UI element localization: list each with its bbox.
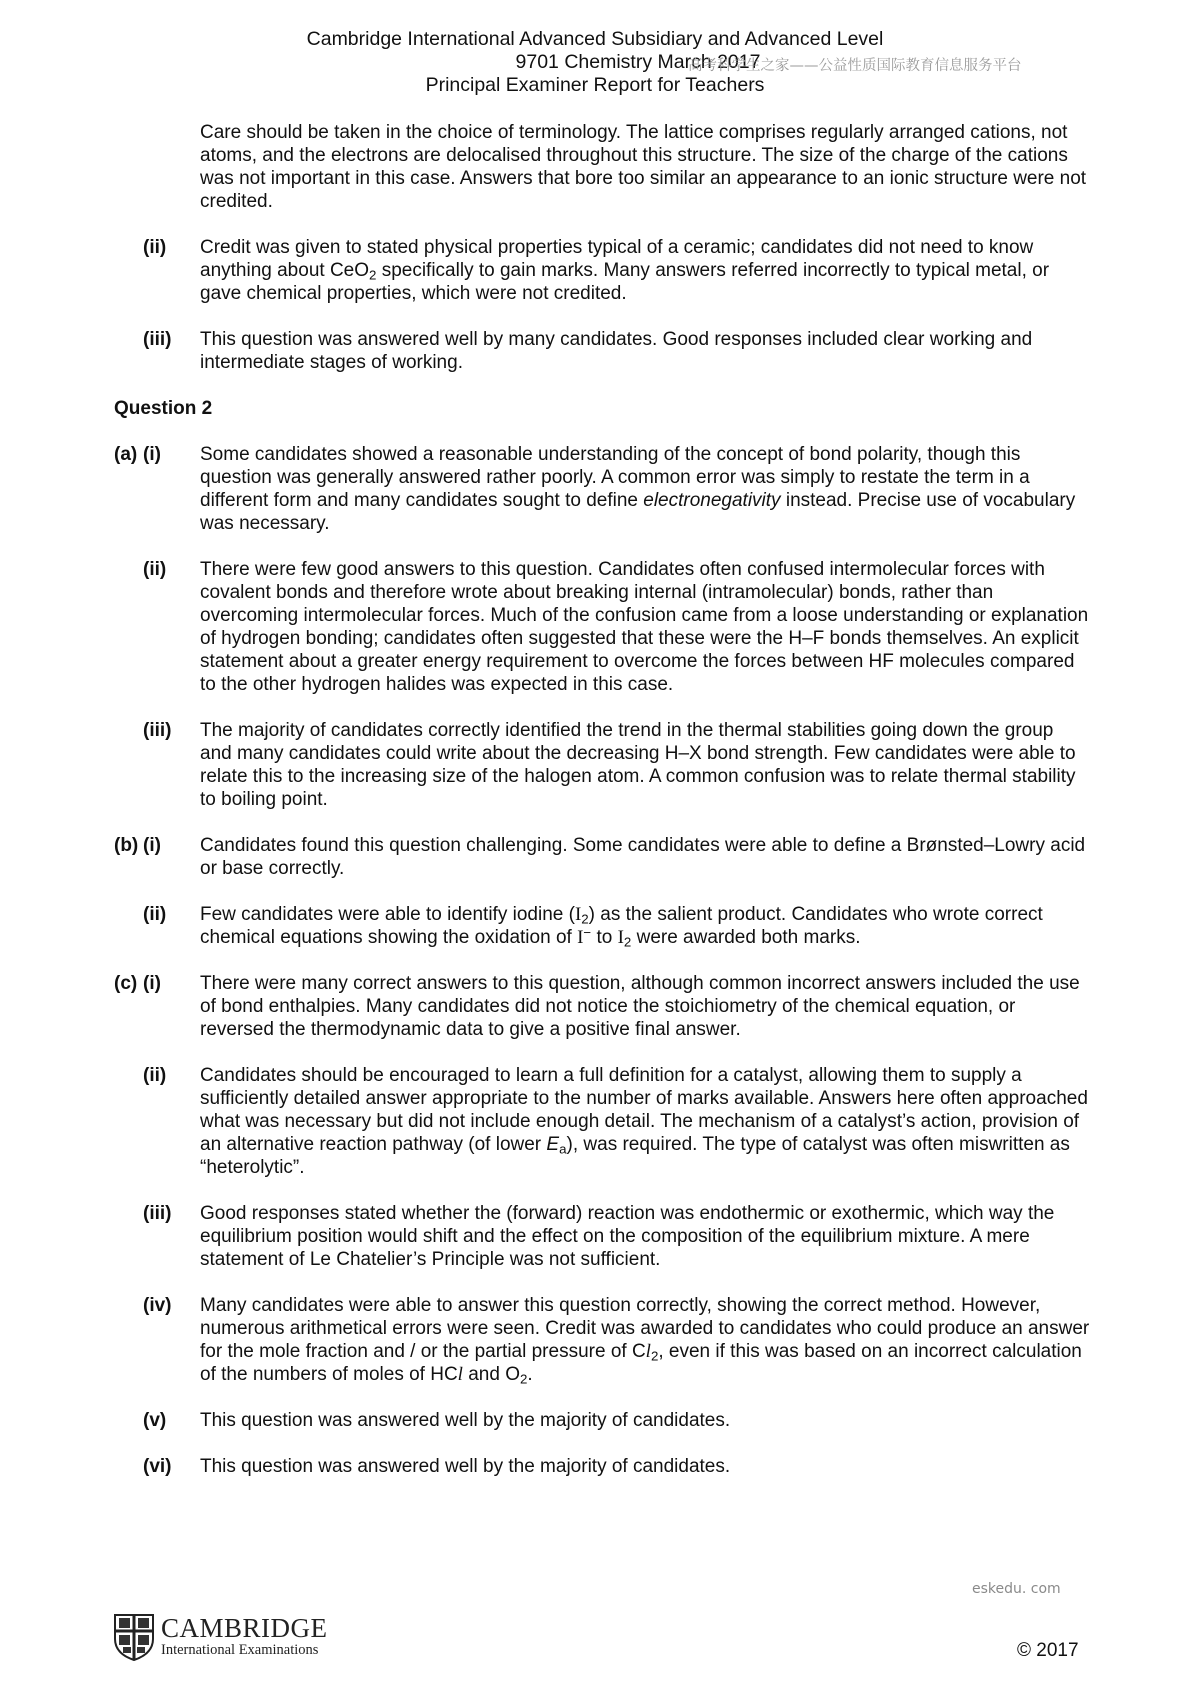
watermark-text: 高考科学生之家——公益性质国际教育信息服务平台: [688, 58, 1022, 74]
paragraph-text: This question was answered well by the majority of candidates.: [200, 1410, 731, 1431]
cambridge-logo: [113, 1613, 328, 1661]
paragraph-text: Good responses stated whether the (forward) reaction was endothermic or exothermic, which way the equilibrium position would shift and the effect on the composition of the equilibrium mixture. A mere statement of Le Chatelier’s Principle was not sufficient.: [200, 1203, 1055, 1270]
paragraph-text: Care should be taken in the choice of terminology. The lattice comprises regularly arranged cations, not atoms, and the electrons are delocalised throughout this structure. The size of the charge of the cations was not important in this case. Answers that bore too similar an appearance to an ionic structure were not credited.: [200, 122, 1087, 212]
paragraph-text: This question was answered well by the majority of candidates.: [200, 1456, 731, 1477]
paragraph-text: The majority of candidates correctly identified the trend in the thermal stabilities going down the group and many candidates could write about the decreasing H–X bond strength. Few candidates were able to relate this to the increasing size of the halogen atom. A common confusion was to relate thermal stability to boiling point.: [200, 720, 1076, 810]
cambridge-shield-icon: [113, 1613, 155, 1661]
part-label: (ii): [143, 1065, 167, 1086]
answer-q2-c-vi: [114, 1455, 1090, 1478]
part-label: (b) (i): [114, 835, 161, 856]
part-label: (c) (i): [114, 973, 161, 994]
answer-q2-c-i: [114, 972, 1090, 1041]
header-line-1: Cambridge International Advanced Subsidiary and Advanced Level: [306, 28, 884, 50]
answer-q2-a-ii: [114, 558, 1090, 696]
logo-wordmark: CAMBRIDGE: [161, 1613, 328, 1643]
paragraph-text: Credit was given to stated physical properties typical of a ceramic; candidates did not need to know anything about CeO$_2$ specifically to gain marks. Many answers referred incorrectly to typical metal, or gave chemical properties, which were not credited.: [200, 237, 1050, 304]
answer-q2-c-ii: [114, 1064, 1090, 1179]
part-label: (v): [143, 1410, 167, 1431]
part-label: (ii): [143, 904, 167, 925]
paragraph-text: Some candidates showed a reasonable understanding of the concept of bond polarity, though this question was generally answered rather poorly. A common error was simply to restate the term in a different form and many candidates sought to define electronegativity instead. Precise use of vocabulary was necessary.: [200, 444, 1076, 534]
answer-q2-b-i: [114, 834, 1090, 880]
copyright-notice: © 2017: [1017, 1640, 1079, 1661]
paragraph-text: Candidates should be encouraged to learn a full definition for a catalyst, allowing them to supply a sufficiently detailed answer appropriate to the number of marks available. Answers here often approached what was necessary but did not include enough detail. The mechanism of a catalyst’s action, provision of an alternative reaction pathway (of lower $E_a$), was required. The type of catalyst was often miswritten as “heterolytic”.: [200, 1065, 1088, 1178]
part-label: (ii): [143, 559, 167, 580]
logo-subtitle: International Examinations: [161, 1642, 319, 1658]
report-body: [114, 121, 1090, 1501]
part-label: (a) (i): [114, 444, 161, 465]
answer-q2-c-iv: [114, 1294, 1090, 1386]
question-heading: Question 2: [114, 398, 213, 419]
part-label: (iii): [143, 720, 172, 741]
site-watermark: eskedu. com: [972, 1581, 1061, 1597]
paragraph-text: Candidates found this question challenging. Some candidates were able to define a Brønsted–Lowry acid or base correctly.: [200, 835, 1086, 879]
paragraph-intro: [114, 121, 1090, 213]
part-label: (vi): [143, 1456, 172, 1477]
part-label: (ii): [143, 237, 167, 258]
paragraph-text: There were few good answers to this question. Candidates often confused intermolecular forces with covalent bonds and therefore wrote about breaking internal (intramolecular) bonds, rather than overcoming intermolecular forces. Much of the confusion came from a loose understanding or explanation of hydrogen bonding; candidates often suggested that these were the H–F bonds themselves. An explicit statement about a greater energy requirement to overcome the forces between HF molecules compared to the other hydrogen halides was expected in this case.: [200, 559, 1089, 695]
paragraph-text: Many candidates were able to answer this question correctly, showing the correct method. However, numerous arithmetical errors were seen. Credit was awarded to candidates who could produce an answer for the mole fraction and / or the partial pressure of $Cl_2$, even if this was based on an incorrect calculation of the numbers of moles of HCl and $O_2$.: [200, 1295, 1090, 1387]
paragraph-text: This question was answered well by many candidates. Good responses included clear working and intermediate stages of working.: [200, 329, 1033, 373]
answer-q2-c-v: [114, 1409, 1090, 1432]
paragraph-text: There were many correct answers to this question, although common incorrect answers included the use of bond enthalpies. Many candidates did not notice the stoichiometry of the chemical equation, or reversed the thermodynamic data to give a positive final answer.: [200, 973, 1080, 1040]
answer-q2-c-iii: [114, 1202, 1090, 1271]
answer-q2-a-i: [114, 443, 1090, 535]
part-label: (iii): [143, 329, 172, 350]
part-label: (iv): [143, 1295, 172, 1316]
answer-q1-iii: [114, 328, 1090, 374]
answer-q1-ii: [114, 236, 1090, 305]
answer-q2-a-iii: [114, 719, 1090, 811]
answer-q2-b-ii: [114, 903, 1090, 949]
emphasis-term: electronegativity: [643, 490, 781, 511]
header-line-3: Principal Examiner Report for Teachers: [425, 74, 765, 96]
header-line-2: 9701 Chemistry March 2017: [515, 51, 761, 73]
part-label: (iii): [143, 1203, 172, 1224]
paragraph-text: Few candidates were able to identify iodine $(I_2)$ as the salient product. Candidates who wrote correct chemical equations showing the oxidation of I− to $I_2$ were awarded both marks.: [200, 904, 1043, 950]
